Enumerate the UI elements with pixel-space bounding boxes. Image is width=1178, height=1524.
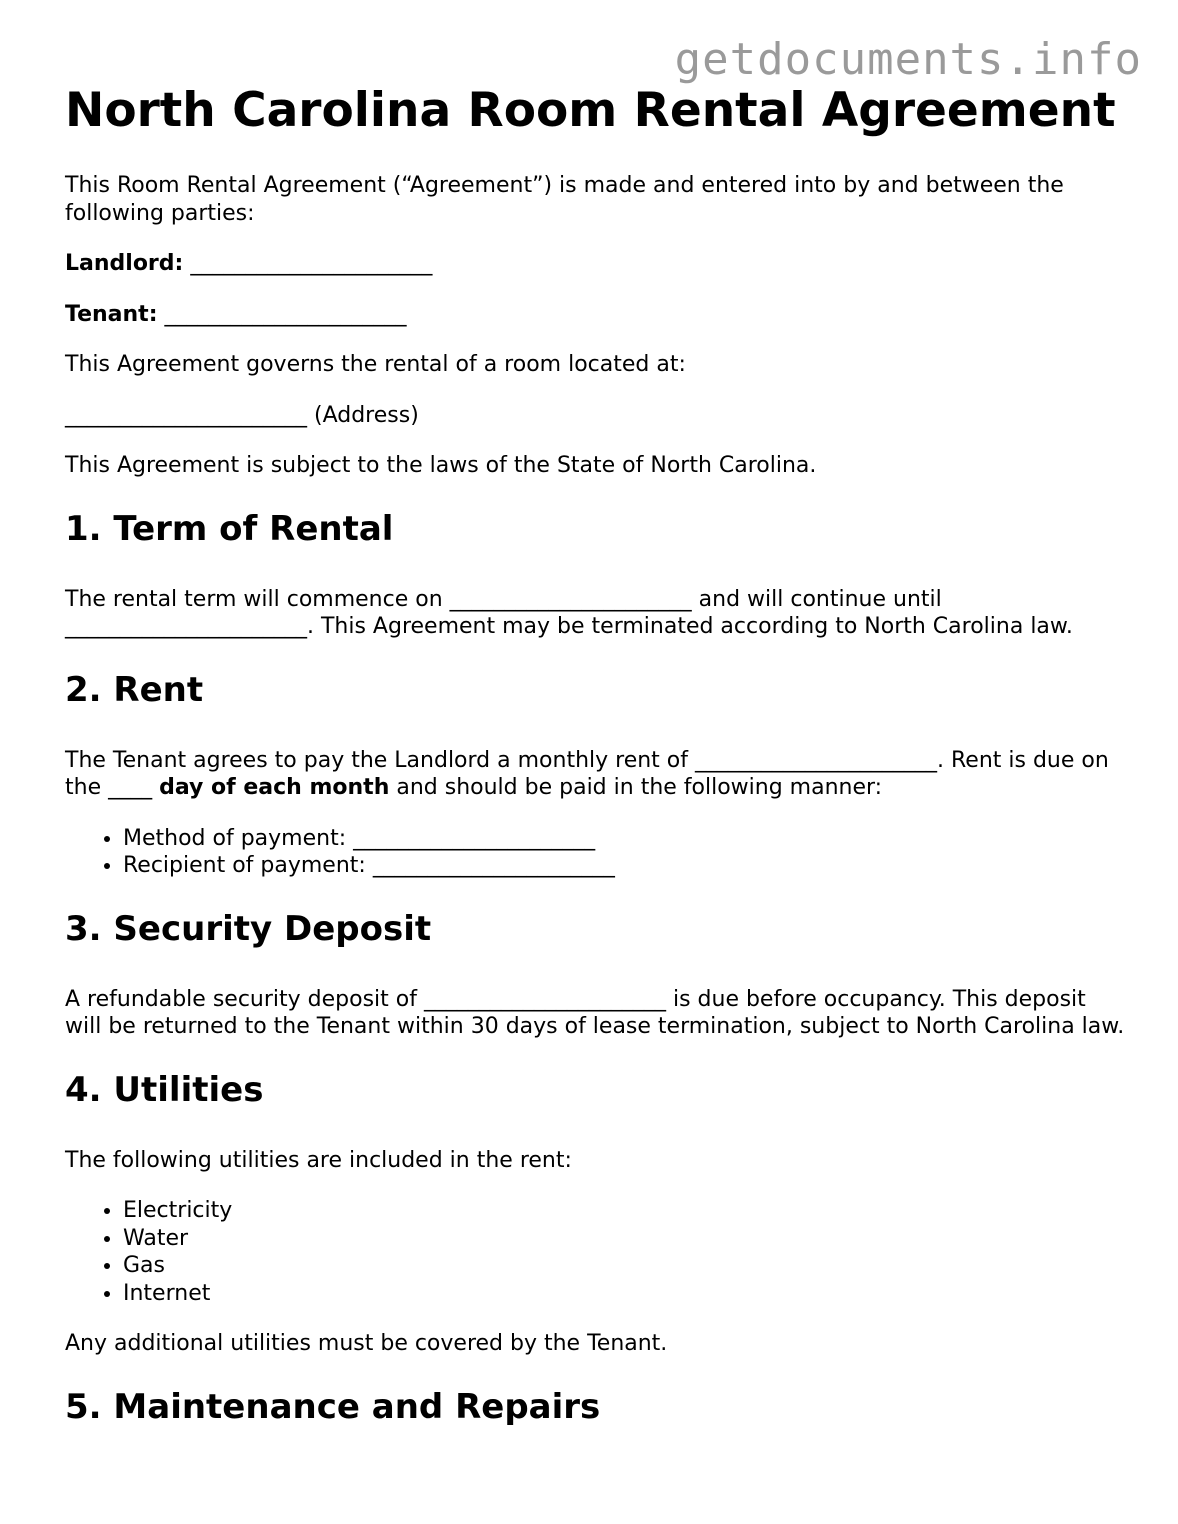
section-rent-text xyxy=(65,747,1125,802)
section-maintenance-heading: 5. Maintenance and Repairs xyxy=(65,1386,601,1427)
rent-text-a: The Tenant agrees to pay the Landlord a monthly rent of ______________________. Rent is due on the ____ xyxy=(65,747,1109,800)
section-utilities-heading: 4. Utilities xyxy=(65,1069,264,1110)
landlord-blank: ______________________ xyxy=(190,251,433,276)
section-term-text: The rental term will commence on ______________________ and will continue until ______________________. This Agreement may be terminated according to North Carolina law. xyxy=(65,586,1073,639)
section-utilities-text: The following utilities are included in the rent: xyxy=(65,1147,572,1173)
section-term-heading: 1. Term of Rental xyxy=(65,508,394,549)
watermark: getdocuments.info xyxy=(674,34,1142,85)
list-item: • Method of payment: ______________________ xyxy=(123,825,1125,853)
list-item: • Recipient of payment: ______________________ xyxy=(123,852,1125,880)
utilities-footer: Any additional utilities must be covered by the Tenant. xyxy=(65,1331,668,1356)
section-deposit-heading: 3. Security Deposit xyxy=(65,908,432,949)
payment-list xyxy=(65,825,1125,880)
section-deposit-text: A refundable security deposit of ______________________ is due before occupancy. This deposit will be returned to the Tenant within 30 days of lease termination, subject to North Carolina law. xyxy=(65,986,1125,1039)
governs-paragraph: This Agreement governs the rental of a room located at: xyxy=(65,352,686,377)
rent-text-bold: day of each month xyxy=(159,775,390,800)
landlord-label: Landlord: xyxy=(65,251,184,276)
landlord-line xyxy=(65,250,1125,278)
list-item: • Electricity xyxy=(123,1197,1125,1225)
tenant-label: Tenant: xyxy=(65,301,158,327)
tenant-line xyxy=(65,301,1125,329)
intro-paragraph: This Room Rental Agreement (“Agreement”) is made and entered into by and between the following parties: xyxy=(65,173,1064,226)
list-item: • Water xyxy=(123,1225,1125,1253)
document-page xyxy=(65,82,1125,1428)
address-line: ______________________ (Address) xyxy=(65,402,419,428)
utilities-list xyxy=(65,1197,1125,1307)
section-rent-heading: 2. Rent xyxy=(65,669,204,710)
tenant-blank: ______________________ xyxy=(164,301,407,327)
list-item: • Gas xyxy=(123,1252,1125,1280)
list-item: • Internet xyxy=(123,1280,1125,1308)
document-title: North Carolina Room Rental Agreement xyxy=(65,83,1116,138)
rent-text-b: and should be paid in the following manner: xyxy=(389,775,883,800)
laws-paragraph: This Agreement is subject to the laws of the State of North Carolina. xyxy=(65,453,817,478)
